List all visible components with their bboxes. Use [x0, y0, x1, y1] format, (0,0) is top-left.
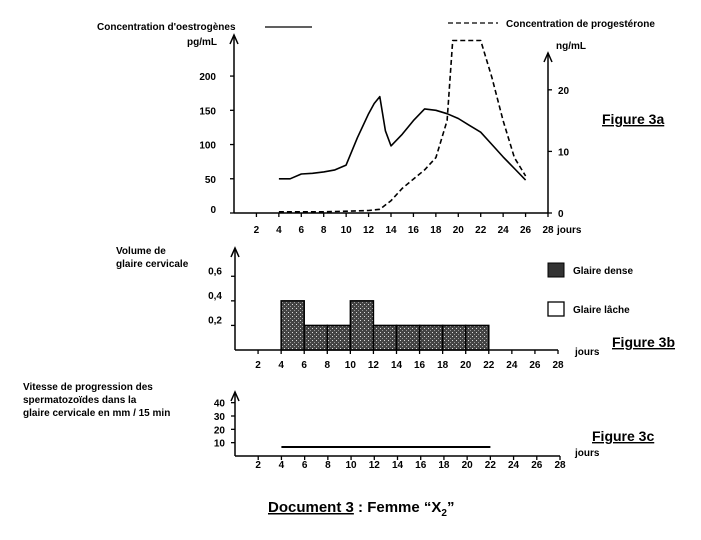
x-tick-label: 2	[255, 460, 261, 471]
x-tick-label: 4	[276, 225, 282, 236]
bar	[350, 301, 373, 350]
right-y-tick-label: 20	[558, 85, 570, 97]
figure-3c-axes	[214, 392, 600, 471]
x-tick-label: 14	[385, 225, 397, 236]
y-tick-label: 0,2	[208, 315, 222, 327]
left-axis-unit: pg/mL	[187, 37, 217, 48]
bar	[397, 325, 420, 350]
x-tick-label: 18	[430, 225, 442, 236]
x-tick-label: 2	[255, 360, 261, 371]
right-axis-unit: ng/mL	[556, 41, 586, 52]
caption-close: ”	[446, 499, 455, 516]
x-tick-label: 8	[325, 460, 331, 471]
y-tick-label: 0,4	[208, 290, 222, 302]
x-tick-label: 26	[531, 460, 543, 471]
figure-3a-series	[279, 41, 526, 212]
legend-progesterone-label: Concentration de progestérone	[506, 19, 655, 30]
estrogen-line	[279, 97, 526, 181]
left-y-tick-label: 200	[199, 72, 216, 84]
legend-dense-swatch	[548, 263, 564, 277]
x-tick-label: 20	[452, 225, 464, 236]
y-tick-label: 30	[213, 412, 225, 423]
figure-3b-label: Figure 3b	[612, 334, 676, 350]
figure-3b-ylabel-line1: Volume de	[116, 246, 166, 257]
caption-prefix: Document 3	[268, 499, 354, 516]
x-tick-label: 20	[461, 460, 473, 471]
x-tick-label: 6	[301, 360, 307, 371]
left-y-tick-label: 50	[204, 174, 216, 186]
figure-3b	[116, 246, 675, 371]
legend-estrogen-label: Concentration d'oestrogènes	[97, 22, 236, 33]
right-y-tick-label: 0	[558, 209, 564, 220]
x-tick-label: 10	[340, 225, 352, 236]
figure-3b-bars	[281, 301, 489, 350]
left-y-tick-label: 0	[210, 205, 216, 216]
figure-3c-ylabel-line2: spermatozoïdes dans la	[23, 395, 137, 406]
bar	[443, 325, 466, 350]
figure-3c-ylabel-line3: glaire cervicale en mm / 15 min	[23, 408, 171, 419]
x-tick-label: 22	[483, 360, 495, 371]
x-tick-label: 18	[438, 460, 450, 471]
caption-title: : Femme “X	[353, 499, 442, 516]
x-tick-label: 12	[367, 360, 379, 371]
x-tick-label: 22	[475, 225, 487, 236]
document-caption	[268, 499, 454, 519]
y-tick-label: 0,6	[208, 266, 222, 278]
figure-3c-ylabel-line1: Vitesse de progression des	[23, 382, 153, 393]
legend-lache-swatch	[548, 302, 564, 316]
bar	[373, 325, 396, 350]
bar	[466, 325, 489, 350]
figure-3b-ylabel-line2: glaire cervicale	[116, 259, 189, 270]
x-tick-label: 20	[460, 360, 472, 371]
x-tick-label: 10	[345, 460, 357, 471]
figure-3c-label: Figure 3c	[592, 428, 655, 444]
x-tick-label: 26	[520, 225, 532, 236]
y-tick-label: 40	[213, 398, 225, 410]
left-y-tick-label: 100	[199, 140, 216, 152]
x-tick-label: 6	[301, 460, 308, 471]
x-tick-label: 14	[391, 460, 404, 471]
x-tick-label: 26	[529, 360, 541, 371]
bar	[281, 301, 304, 350]
x-tick-label: 4	[278, 360, 284, 371]
x-axis-unit: jours	[575, 448, 600, 459]
y-tick-label: 20	[213, 425, 225, 437]
x-tick-label: 6	[298, 225, 305, 236]
x-tick-label: 4	[278, 460, 285, 471]
x-tick-label: 8	[324, 360, 331, 371]
x-tick-label: 28	[552, 360, 564, 371]
bar	[327, 325, 350, 350]
x-tick-label: 10	[344, 360, 356, 371]
x-tick-label: 24	[506, 360, 518, 371]
x-tick-label: 16	[407, 225, 419, 236]
x-tick-label: 12	[368, 460, 380, 471]
x-tick-label: 12	[363, 225, 375, 236]
bar	[304, 325, 327, 350]
y-tick-label: 10	[213, 438, 225, 450]
x-tick-label: 24	[508, 460, 520, 471]
x-tick-label: 2	[253, 225, 260, 236]
x-tick-label: 16	[415, 460, 427, 471]
x-tick-label: 28	[554, 460, 566, 471]
figure-3a-axes	[199, 35, 582, 236]
x-tick-label: 22	[484, 460, 496, 471]
progesterone-line	[279, 41, 526, 212]
legend-dense-label: Glaire dense	[573, 266, 634, 277]
right-y-tick-label: 10	[558, 147, 570, 159]
figure-3a	[97, 19, 664, 236]
bar	[420, 325, 443, 350]
x-tick-label: 28	[542, 225, 554, 236]
legend-lache-label: Glaire lâche	[573, 305, 630, 316]
x-tick-label: 14	[390, 360, 403, 371]
x-axis-unit: jours	[557, 225, 582, 236]
left-y-tick-label: 150	[199, 106, 216, 118]
x-axis-unit: jours	[575, 347, 600, 358]
x-tick-label: 24	[497, 225, 509, 236]
figure-3c	[23, 382, 654, 471]
x-tick-label: 8	[320, 225, 327, 236]
figure-3a-label: Figure 3a	[602, 111, 665, 127]
x-tick-label: 16	[414, 360, 426, 371]
x-tick-label: 18	[437, 360, 449, 371]
caption-subscript: 2	[441, 508, 447, 519]
figure-3b-axes	[208, 248, 600, 371]
